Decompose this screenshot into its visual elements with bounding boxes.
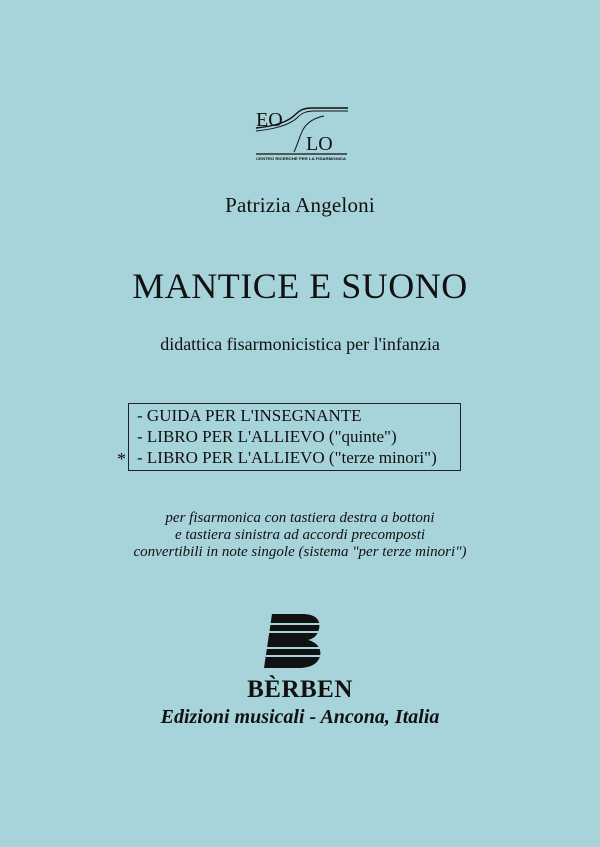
publisher-tagline: Edizioni musicali - Ancona, Italia <box>160 706 440 728</box>
volume-item-teacher-guide: - GUIDA PER L'INSEGNANTE <box>137 406 362 425</box>
book-title: MANTICE E SUONO <box>132 266 468 306</box>
volume-item-student-terze-minori: - LIBRO PER L'ALLIEVO ("terze minori") <box>137 448 437 467</box>
publisher-name: BÈRBEN <box>247 676 353 703</box>
instrument-description <box>0 510 600 561</box>
selected-volume-marker: * <box>117 449 126 469</box>
eolo-logo-mark <box>254 104 349 162</box>
eolo-wordmark-left: EO <box>256 109 283 131</box>
description-line: e tastiera sinistra ad accordi precomposti <box>174 527 426 543</box>
author-name: Patrizia Angeloni <box>225 193 375 217</box>
description-line: convertibili in note singole (sistema "per terze minori") <box>133 544 467 560</box>
eolo-wordmark-right: LO <box>306 133 333 155</box>
volume-item-student-quinte: - LIBRO PER L'ALLIEVO ("quinte") <box>137 427 397 446</box>
volume-list-box <box>128 403 461 471</box>
book-subtitle: didattica fisarmonicistica per l'infanzia <box>160 334 440 354</box>
berben-logo <box>262 612 326 670</box>
berben-logo-mark <box>262 612 326 670</box>
description-line: per fisarmonica con tastiera destra a bottoni <box>165 510 435 526</box>
eolo-caption: CENTRO RICERCHE PER LA FISARMONICA <box>256 156 347 161</box>
eolo-logo <box>254 104 349 162</box>
